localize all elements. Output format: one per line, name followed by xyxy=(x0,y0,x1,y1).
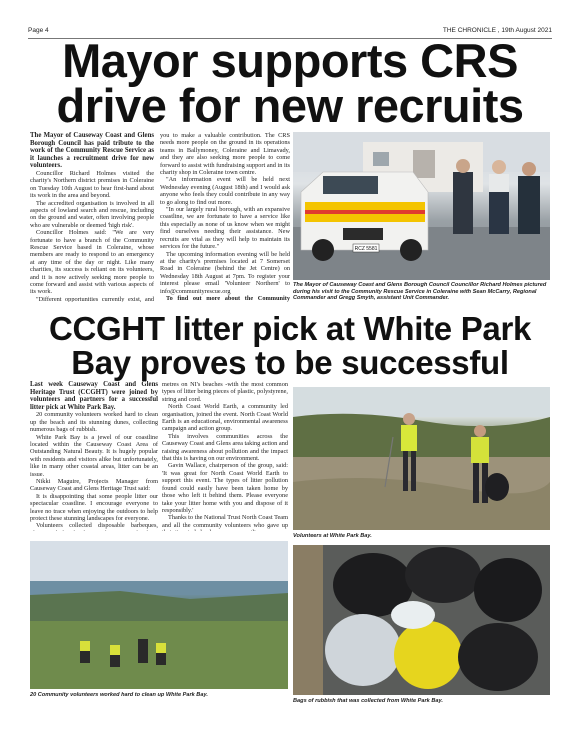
volunteers-scene-image xyxy=(293,387,550,530)
article2-paragraph: Gavin Wallace, chairperson of the group, said: 'It was great for North Coast World Earth to support this event. The types of litter pollution found could easily have been taken home by those who left it behind them. Please everyone take your litter home with you and dispose of it responsibly.' xyxy=(162,462,288,514)
coast-scene-image xyxy=(30,541,288,689)
rubbish-bags-image xyxy=(293,545,550,695)
headline-litter-pick: CCGHT litter pick at White Park Bay proves to be successful xyxy=(48,310,532,381)
caption-mayor-visit: The Mayor of Causeway Coast and Glens Borough Council Councillor Richard Holmes pictured during his visit to the Community Rescue Service in Coleraine with Sean McCarry, Regional Commander and Gregg Smyth, assistant Unit Commander. xyxy=(293,282,547,302)
article1-column-2 xyxy=(160,132,290,302)
article1-paragraph: Councillor Holmes said: "We are very fortunate to have a branch of the Community Rescue Service based in Coleraine, whose members are ready to respond to an emergency at any time of the day or night. Like many charities, its success is reliant on its volunteers, and it is now actively seeking more people to come forward and assist with various aspects of its work. xyxy=(30,229,154,296)
article1-paragraph: Councillor Richard Holmes visited the charity's Northern district premises in Coleraine on Tuesday 10th August to hear first-hand about its work in the area and beyond. xyxy=(30,169,154,200)
article2-paragraph: Thanks to the National Trust North Coast Team and all the community volunteers who gave up xyxy=(162,514,288,529)
photo-volunteers-litter-pickers xyxy=(293,387,550,530)
article1-paragraph-bold: To find out more about the Community xyxy=(166,294,290,302)
vehicle-scene-image xyxy=(293,132,550,280)
article1-paragraph: "Different opportunities currently exist, and xyxy=(36,295,154,302)
photo-rubbish-bags xyxy=(293,545,550,695)
caption-rubbish-bags: Bags of rubbish that was collected from White Park Bay. xyxy=(293,698,443,704)
article2-paragraph: White Park Bay is a jewel of our coastline located within the Causeway Coast Area of Outstanding Natural Beauty. It is hugely popular with residents and visitors alike but unfortunately, like in many other coastal areas, litter can be an issue. xyxy=(30,433,158,478)
article1-paragraph: "An information event will be held next Wednesday evening (August 18th) and I would ask anyone who feels they could contribute in any way to go along to find out more. xyxy=(160,176,290,206)
vehicle-plate: RCZ 5581 xyxy=(354,246,378,252)
article2-paragraph: Nikki Maguire, Projects Manager from Causeway Coast and Glens Heritage Trust said: xyxy=(30,478,158,493)
article1-paragraph: "In our largely rural borough, with an expansive coastline, we are fortunate to have a service like this especially as none of us know when we might find ourselves needing their assistance. New recruits are vital as they will help to maintain its services for the future." xyxy=(160,206,290,251)
publication-line: THE CHRONICLE , 19th August 2021 xyxy=(442,27,552,34)
caption-volunteers: Volunteers at White Park Bay. xyxy=(293,533,372,539)
article2-lead: Last week Causeway Coast and Glens Heritage Trust (CCGHT) were joined by volunteers and partners for a successful litter pick at White Park Bay. xyxy=(30,381,158,411)
article2-column-1 xyxy=(30,381,158,531)
article2-paragraph: It is disappointing that some people litter our spectacular coastline. I encourage everyone to leave no trace when enjoying the outdoors to help protect these stunning landscapes for everyone. xyxy=(30,492,158,523)
article1-paragraph: The accredited organisation is involved in all aspects of lowland search and rescue, including on the ground and water, often involving people who are vulnerable or deemed 'high risk'. xyxy=(30,199,154,229)
headline-mayor: Mayor supports CRS drive for new recruits xyxy=(56,34,524,132)
article2-paragraph: 20 community volunteers worked hard to clean up the beach and its stunning dunes, collecting numerous bags of rubbish. xyxy=(30,411,158,434)
article2-column-2 xyxy=(162,381,288,531)
article1-paragraph: The upcoming information evening will be held at the charity's premises located at 7 Somerset Road in Coleraine (behind the Jet Centre) on Wednesday 18th August at 7pm. To register your interest please email 'Volunteer Northern' to info@communityrescue.org xyxy=(160,250,290,295)
photo-mayor-rescue-vehicle xyxy=(293,132,550,280)
article2-paragraph: This involves communities across the Causeway Coast and Glens area taking action and raising awareness about pollution and the impact that this is having on our environment. xyxy=(162,432,288,463)
article1-column-1 xyxy=(30,132,154,302)
article2-paragraph: metres on NI's beaches -with the most common types of litter being pieces of plastic, polystyrene, string and cord. xyxy=(162,381,288,403)
photo-white-park-bay-volunteers xyxy=(30,541,288,689)
caption-coast-volunteers: 20 Community volunteers worked hard to clean up White Park Bay. xyxy=(30,692,208,698)
article1-lead: The Mayor of Causeway Coast and Glens Borough Council has paid tribute to the work of the Community Rescue Service as it launches a recruitment drive for new volunteers. xyxy=(30,132,154,170)
article2-paragraph: Volunteers collected disposable barbeques, xyxy=(36,522,158,530)
page-number: Page 4 xyxy=(28,27,49,34)
article1-paragraph: you to make a valuable contribution. The CRS needs more people on the ground in its operations teams in Ballymoney, Coleraine and Limavady, and they are also seeking more people to come forward to assist with fundraising support and in its charity shop in Coleraine town centre. xyxy=(160,132,290,177)
article2-paragraph: North Coast World Earth, a community led organisation, joined the event. North Coast World Earth is an educational, environmental awareness campaign and action group. xyxy=(162,403,288,433)
